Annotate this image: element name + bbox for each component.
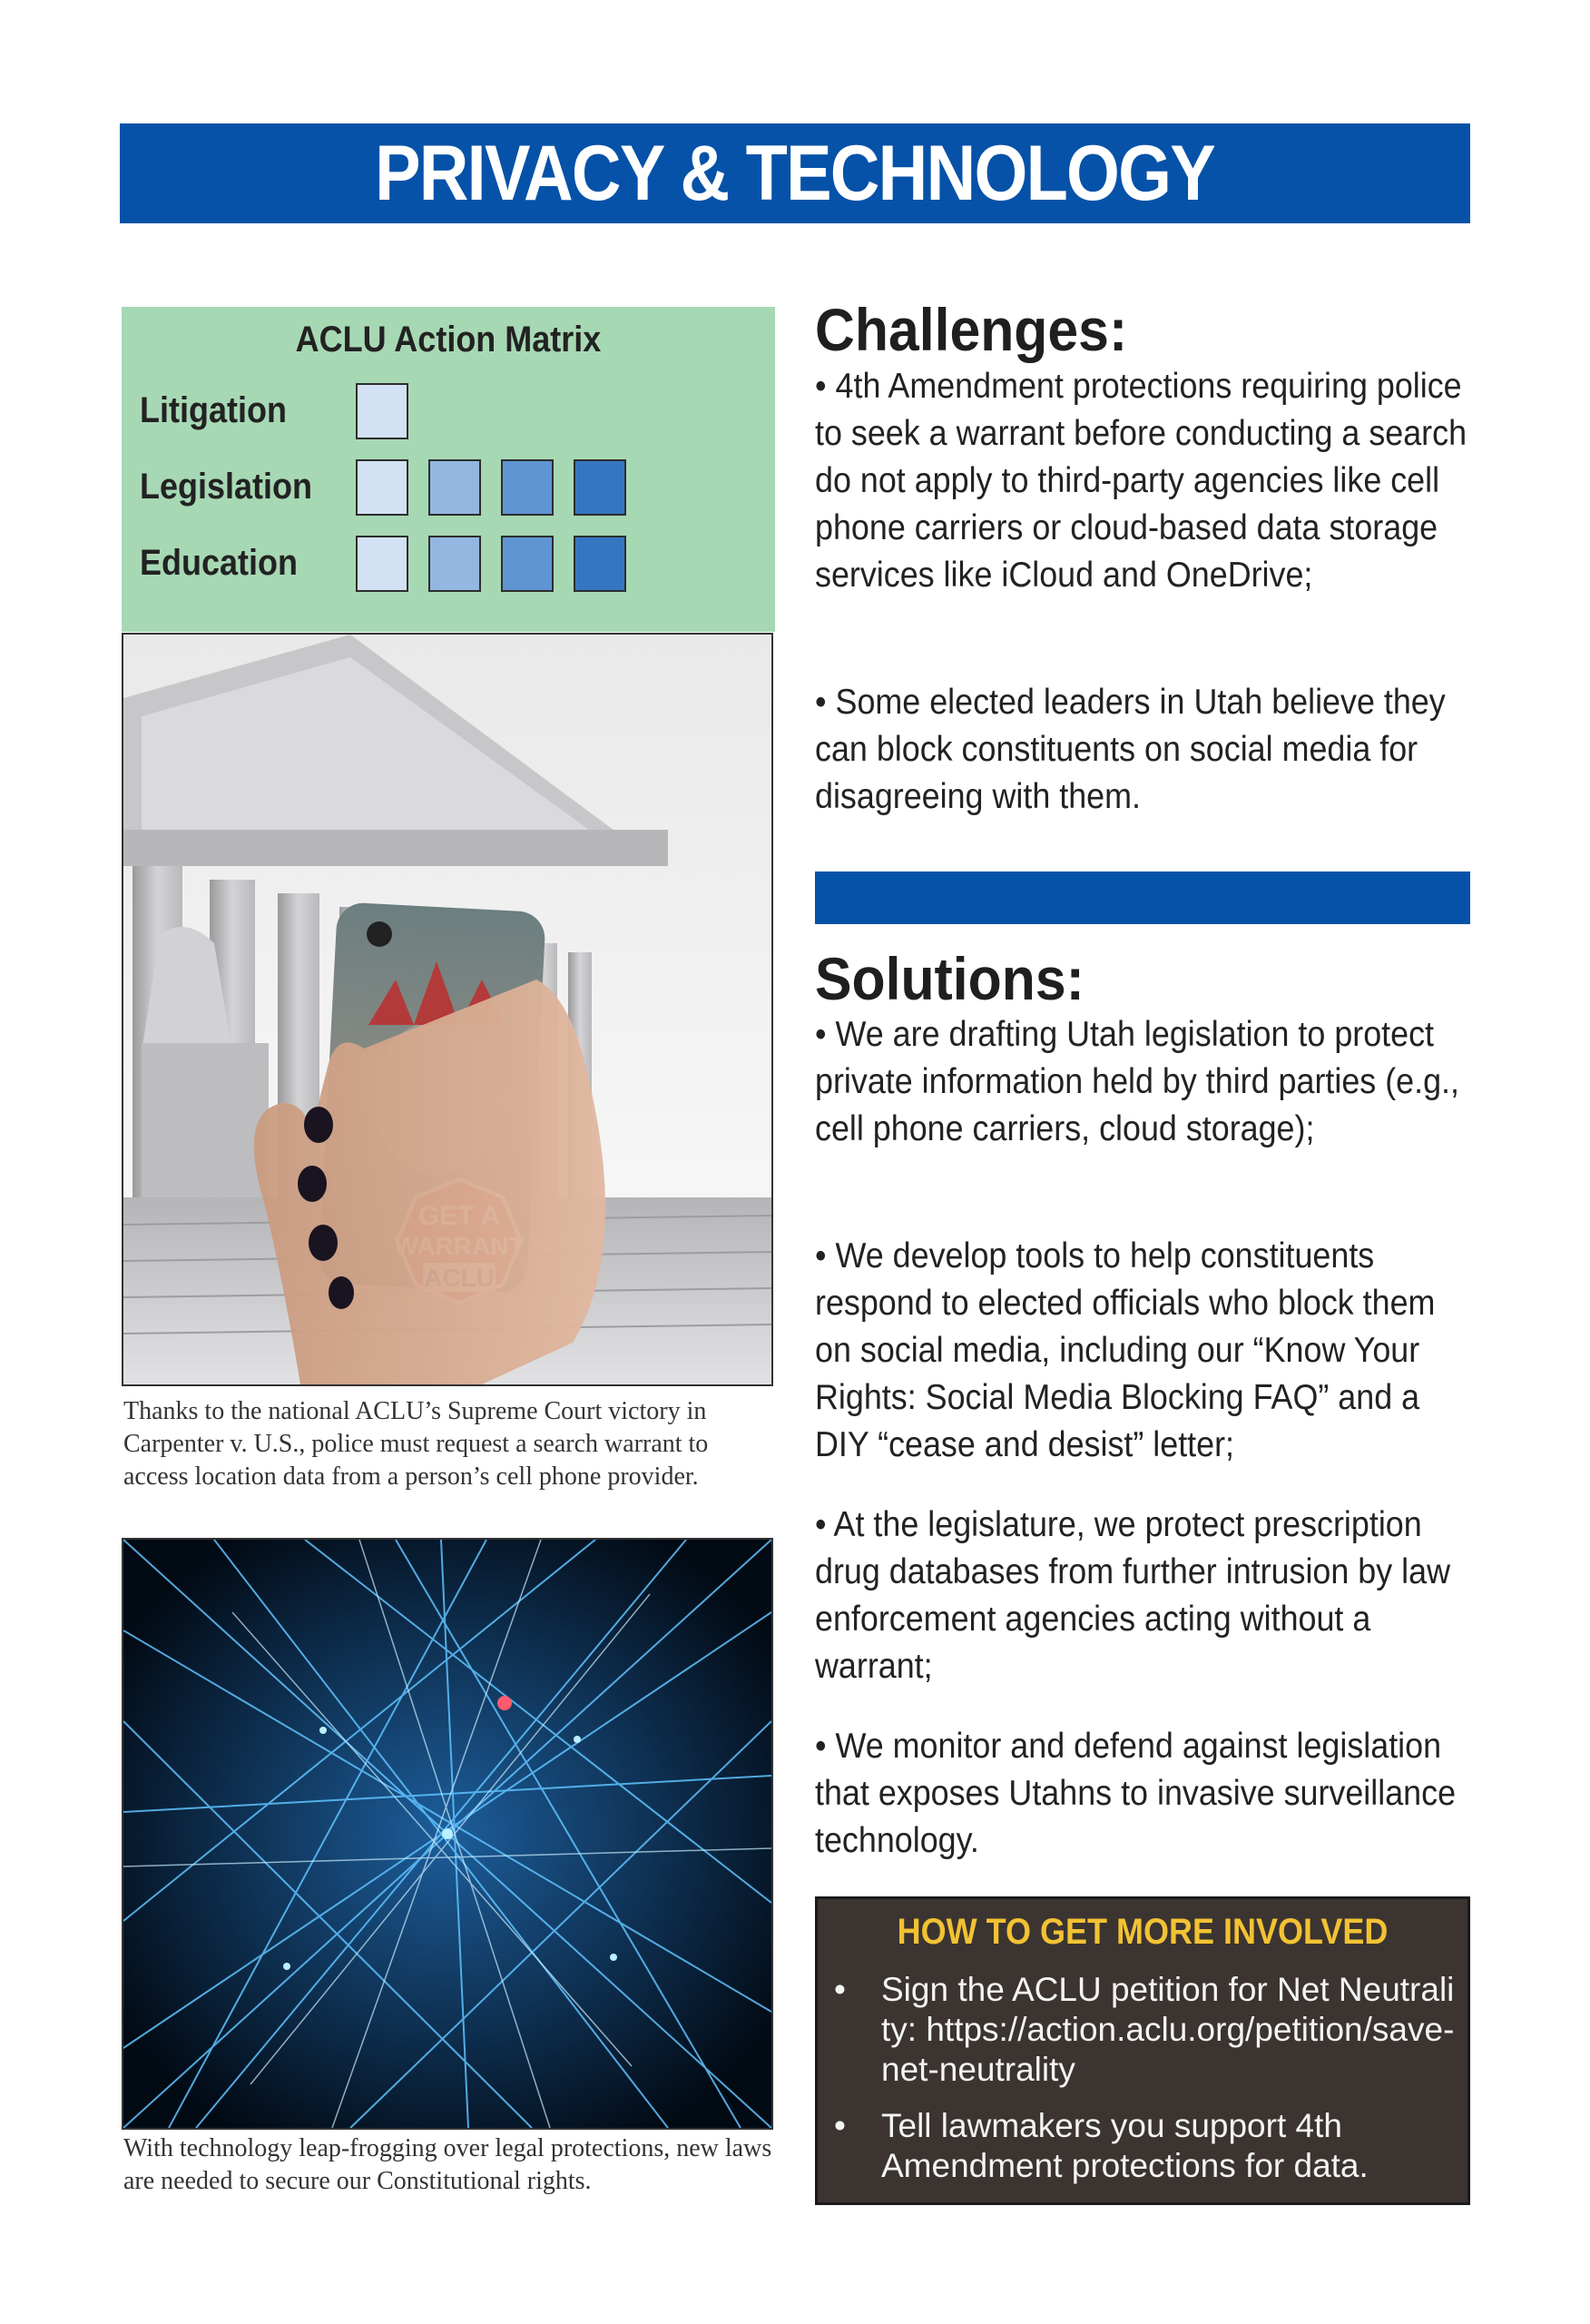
matrix-level-square — [501, 459, 554, 516]
solution-item: • At the legislature, we protect prescription drug databases from further intrusion by law enforcement agencies acting without a warrant; — [815, 1505, 1451, 1686]
solutions-heading: Solutions: — [815, 945, 1085, 1012]
challenge-item: • Some elected leaders in Utah believe they can block constituents on social media for disagreeing with them. — [815, 683, 1446, 816]
matrix-level-square — [574, 536, 626, 592]
matrix-title: ACLU Action Matrix — [295, 320, 602, 359]
solution-item: • We develop tools to help constituents respond to elected officials who block them on social media, including our “Know Your Rights: Social Media Blocking FAQ” and a DIY “cease and desist” letter; — [815, 1236, 1436, 1464]
matrix-level-square — [356, 383, 408, 439]
supreme-court-phone-photo — [122, 633, 773, 1386]
matrix-row-label: Legislation — [140, 467, 313, 507]
get-involved-text: Sign the ACLU petition for Net Neutrality: https://action.aclu.org/petition/save-net-neutrality — [881, 1971, 1455, 2088]
challenges-heading: Challenges: — [815, 296, 1128, 363]
matrix-level-square — [356, 536, 408, 592]
action-matrix — [122, 307, 775, 632]
matrix-level-square — [501, 536, 554, 592]
solution-item: • We are drafting Utah legislation to protect private information held by third parties (e.g., cell phone carriers, cloud storage); — [815, 1015, 1459, 1148]
bullet: • — [834, 2107, 846, 2144]
matrix-level-square — [356, 459, 408, 516]
matrix-row-label: Litigation — [140, 390, 287, 430]
challenge-item: • 4th Amendment protections requiring police to seek a warrant before conducting a search do not apply to third-party agencies like cell phone carriers or cloud-based data storage services like iCloud and OneDrive; — [815, 367, 1467, 595]
photo1-caption: Thanks to the national ACLU’s Supreme Court victory in Carpenter v. U.S., police must request a search warrant to access location data from a person’s cell phone provider. — [123, 1397, 709, 1491]
photo2-caption: With technology leap-frogging over legal protections, new laws are needed to secure our Constitutional rights. — [123, 2134, 772, 2195]
matrix-level-square — [574, 459, 626, 516]
section-divider — [815, 872, 1470, 924]
get-involved-title: HOW TO GET MORE INVOLVED — [897, 1912, 1389, 1952]
matrix-row-label: Education — [140, 543, 299, 583]
get-involved-box — [815, 1896, 1470, 2205]
solution-item: • We monitor and defend against legislation that exposes Utahns to invasive surveillance technology. — [815, 1727, 1457, 1860]
bullet: • — [834, 1971, 846, 2008]
matrix-level-square — [428, 459, 481, 516]
page-title: PRIVACY & TECHNOLOGY — [375, 129, 1215, 217]
page-banner — [120, 123, 1470, 223]
get-involved-text: Tell lawmakers you support 4th Amendment protections for data. — [881, 2107, 1369, 2184]
matrix-level-square — [428, 536, 481, 592]
network-technology-photo — [122, 1538, 773, 2130]
